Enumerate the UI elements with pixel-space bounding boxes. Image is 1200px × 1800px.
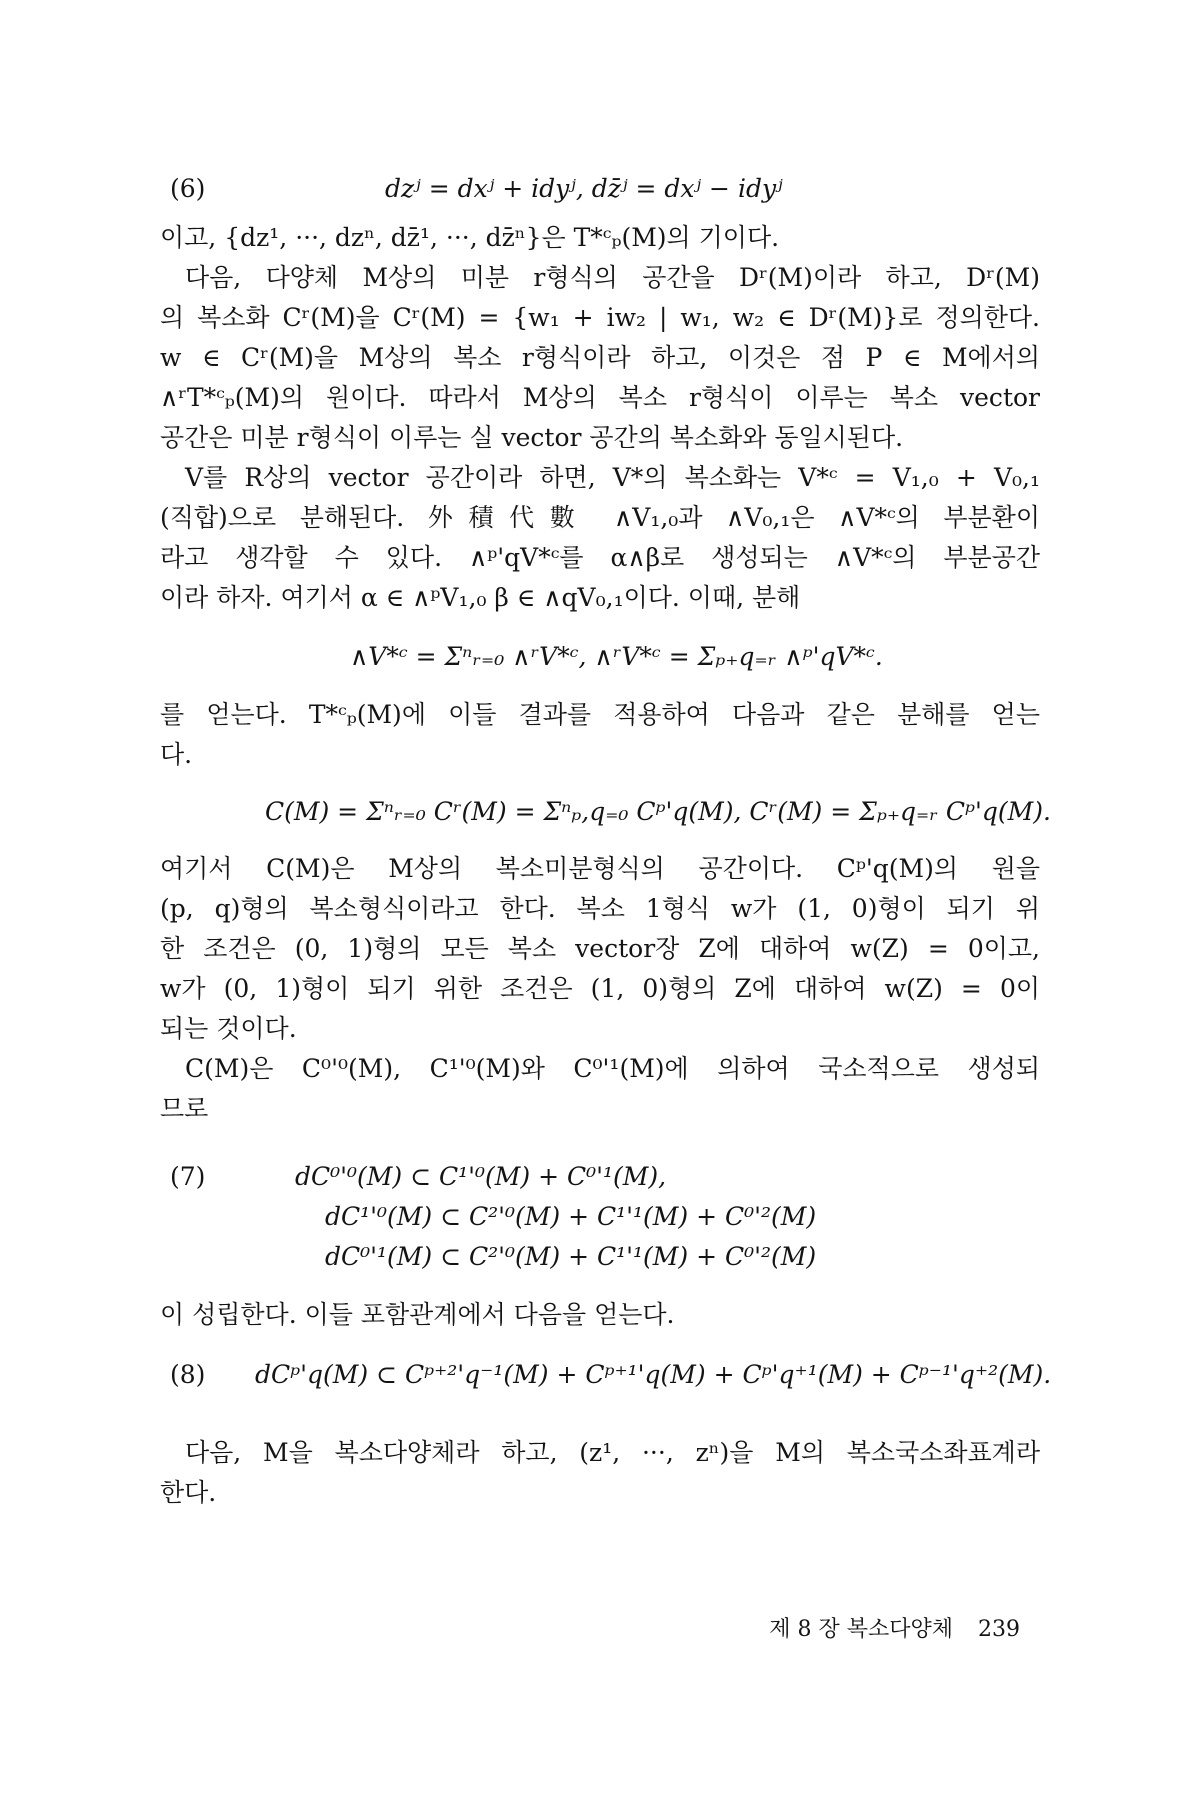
text-line: 의 복소화 Cʳ(M)을 Cʳ(M) = {w₁ + iw₂ | w₁, w₂ ∈ Dʳ(M)}로 정의한다. [160,303,1040,332]
text-line: 이고, {dz¹, ···, dzⁿ, dz̄¹, ···, dz̄ⁿ}은 T*ᶜₚ(M)의 기이다. [160,223,780,252]
equation-8: dCᵖ'q(M) ⊂ Cᵖ⁺²'q⁻¹(M) + Cᵖ⁺¹'q(M) + Cᵖ'q⁺¹(M) + Cᵖ⁻¹'q⁺²(M). [255,1360,1052,1389]
text-line: 공간은 미분 r형식이 이루는 실 vector 공간의 복소화와 동일시된다. [160,423,904,452]
text-line: 다음, 다양체 M상의 미분 r형식의 공간을 Dʳ(M)이라 하고, Dʳ(M) [185,263,1040,292]
text-line: w가 (0, 1)형이 되기 위한 조건은 (1, 0)형의 Z에 대하여 w(Z) = 0이 [160,974,1040,1003]
text-line: 되는 것이다. [160,1014,297,1043]
equation-6: dzʲ = dxʲ + idyʲ, dz̄ʲ = dxʲ − idyʲ [385,174,783,203]
equation-number-8: (8) [170,1360,206,1389]
text-line: C(M)은 C⁰'⁰(M), C¹'⁰(M)와 C⁰'¹(M)에 의하여 국소적으로 생성되 [185,1054,1040,1083]
text-line: 라고 생각할 수 있다. ∧ᵖ'qV*ᶜ를 α∧β로 생성되는 ∧V*ᶜ의 부분공간 [160,543,1040,572]
text-line: 다음, M을 복소다양체라 하고, (z¹, ···, zⁿ)을 M의 복소국소좌표계라 [185,1438,1040,1467]
page-footer [730,1612,1020,1643]
chapter-title: 제 8 장 복소다양체 [769,1617,953,1642]
text-line: 므로 [160,1094,209,1123]
text-line: 여기서 C(M)은 M상의 복소미분형식의 공간이다. Cᵖ'q(M)의 원을 [160,854,1040,883]
text-line: 한다. [160,1478,217,1507]
text-line: 를 얻는다. T*ᶜₚ(M)에 이들 결과를 적용하여 다음과 같은 분해를 얻는 [160,700,1040,729]
equation-7-line: dC⁰'¹(M) ⊂ C²'⁰(M) + C¹'¹(M) + C⁰'²(M) [325,1242,817,1271]
text-line: 이라 하자. 여기서 α ∈ ∧ᵖV₁,₀ β ∈ ∧qV₀,₁이다. 이때, 분해 [160,583,801,612]
equation-7-line: dC¹'⁰(M) ⊂ C²'⁰(M) + C¹'¹(M) + C⁰'²(M) [325,1202,817,1231]
text-line: V를 R상의 vector 공간이라 하면, V*의 복소화는 V*ᶜ = V₁,₀ + V₀,₁ [185,463,1040,492]
text-line: 다. [160,740,193,769]
page-number: 239 [978,1617,1020,1642]
text-line: (p, q)형의 복소형식이라고 한다. 복소 1형식 w가 (1, 0)형이 되기 위 [160,894,1040,923]
equation-7-line: dC⁰'⁰(M) ⊂ C¹'⁰(M) + C⁰'¹(M), [295,1162,667,1191]
text-line: ∧ʳT*ᶜₚ(M)의 원이다. 따라서 M상의 복소 r형식이 이루는 복소 vector [160,383,1040,412]
text-line: 한 조건은 (0, 1)형의 모든 복소 vector장 Z에 대하여 w(Z) = 0이고, [160,934,1040,963]
equation-complex-forms-sum: C(M) = Σⁿᵣ₌₀ Cʳ(M) = Σⁿₚ,q₌₀ Cᵖ'q(M), Cʳ(M) = Σₚ₊q₌ᵣ Cᵖ'q(M). [265,797,1051,826]
text-line: 이 성립한다. 이들 포함관계에서 다음을 얻는다. [160,1300,675,1329]
text-line: (직합)으로 분해된다. 外積代數 ∧V₁,₀과 ∧V₀,₁은 ∧V*ᶜ의 부분환이 [160,503,1040,532]
text-line: w ∈ Cʳ(M)을 M상의 복소 r형식이라 하고, 이것은 점 P ∈ M에서의 [160,343,1040,372]
equation-number-6: (6) [170,174,206,203]
equation-number-7: (7) [170,1162,206,1191]
equation-wedge-sum: ∧V*ᶜ = Σⁿᵣ₌₀ ∧ʳV*ᶜ, ∧ʳV*ᶜ = Σₚ₊q₌ᵣ ∧ᵖ'qV*ᶜ. [350,642,883,671]
